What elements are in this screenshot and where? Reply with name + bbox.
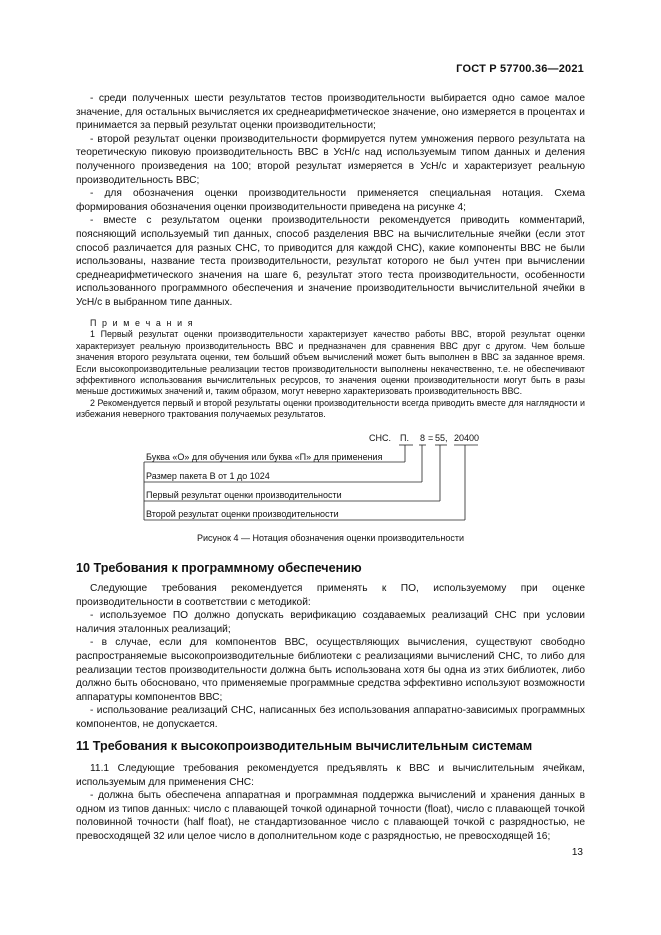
notation-part: 8 [420,433,426,443]
section-10-text [76,582,585,732]
notation-part: П. [400,433,409,443]
paragraph: - вместе с результатом оценки производительности рекомендуется приводить комментарий, поясняющий используемый тип данных, способ разделения ВВС на вычислительные ячейки (если этот способ различается для разных СНС, то приводится для каждой СНС), какие компоненты ВВС не были использованы, название теста производительности, результат которого не был учтен при вычислении среднеарифметического значения на шаге 6, результат этого теста производительности, особенности использованного программного обеспечения и значение производительности вычислительной ячейки в УсН/с в выбранном типе данных. [76,215,585,308]
notes-title: П р и м е ч а н и я [90,318,195,328]
paragraph: - использование реализаций СНС, написанных без использования аппаратно-зависимых программных компонентов, не допускается. [76,705,585,730]
notation-part: 20400 [454,433,480,443]
note-item: 2 Рекомендуется первый и второй результаты оценки производительности всегда приводить вместе для наглядности и избежания неверного трактования получаемых результатов. [76,397,585,420]
notation-part: СНС. [369,433,391,443]
figure-label: Второй результат оценки производительности [146,509,339,519]
paragraph: 11.1 Следующие требования рекомендуется предъявлять к ВВС и вычислительным ячейкам, используемым для применения СНС: [76,763,585,788]
figure-caption: Рисунок 4 — Нотация обозначения оценки производительности [197,533,464,543]
notation-part: = [428,433,434,443]
note-item: 1 Первый результат оценки производительности характеризует качество работы ВВС, второй результат оценки характеризует реальную производительность ВВС и предназначен для сравнения ВВС друг с другом. Чем больше значения второго результата оценки, тем больший объем вычислений может быть выполнен в ВВС за заданное время. Если высокопроизводительные реализации тестов производительности выполнены некачественно, т.е. не обеспечивают эффективного использования вычислительных ресурсов, то значения оценки производительности могут быть в разы меньше достижимых значений и, таким образом, могут неверно характеризовать производительность ВВС. [76,329,585,397]
paragraph: Следующие требования рекомендуется применять к ПО, используемому при оценке производительности в соответствии с методикой: [76,583,585,608]
section-10-heading: 10 Требования к программному обеспечению [76,561,362,575]
notation-part: 55, [435,433,448,443]
paragraph: - среди полученных шести результатов тестов производительности выбирается одно самое малое значение, для остальных вычисляется их среднеарифметическое значение, оно измеряется в процентах и принимается за первый результат оценки производительности; [76,93,585,132]
page-number: 13 [571,847,583,858]
paragraph: - второй результат оценки производительности формируется путем умножения первого результата на теоретическую пиковую производительность ВВС в УсН/с над используемым типом данных и деления полученного произведения на 100; второй результат измеряется в УсН/с и характеризует реальную производительность ВВС; [76,133,585,186]
section-11-heading: 11 Требования к высокопроизводительным вычислительным системам [76,739,533,753]
figure-label: Буква «О» для обучения или буква «П» для применения [146,452,383,462]
figure-label: Первый результат оценки производительности [146,490,342,500]
notes-block [76,318,585,421]
paragraph: - для обозначения оценки производительности применяется специальная нотация. Схема формирования обозначения оценки производительности приведена на рисунке 4; [76,188,585,213]
paragraph: - должна быть обеспечена аппаратная и программная поддержка вычислений и хранения данных в одном из типов данных: число с плавающей точкой одинарной точности (float), число с плавающей точкой половинной точности (half float), не стандартизованное число с плавающей точкой с разрядностью, не превосходящей 32 или целое число в дополнительном коде с разрядностью, не превосходящей 16; [76,790,585,842]
paragraph: - в случае, если для компонентов ВВС, осуществляющих вычисления, существуют свободно распространяемые высокопроизводительные библиотеки с реализациями вычислений СНС, то либо для реализации тестов производительности должна быть использована хотя бы одна из этих библиотек, либо должно быть обосновано, что применяемые программные средства эффективно используют возможности аппаратуры компонентов ВВС; [76,637,585,703]
document-code: ГОСТ Р 57700.36—2021 [456,63,584,75]
paragraph: - используемое ПО должно допускать верификацию создаваемых реализаций СНС при условии наличия эталонных реализаций; [76,610,585,635]
figure-4 [76,428,585,558]
section-11-text [76,762,585,844]
intro-text [76,92,585,310]
figure-label: Размер пакета B от 1 до 1024 [146,471,270,481]
